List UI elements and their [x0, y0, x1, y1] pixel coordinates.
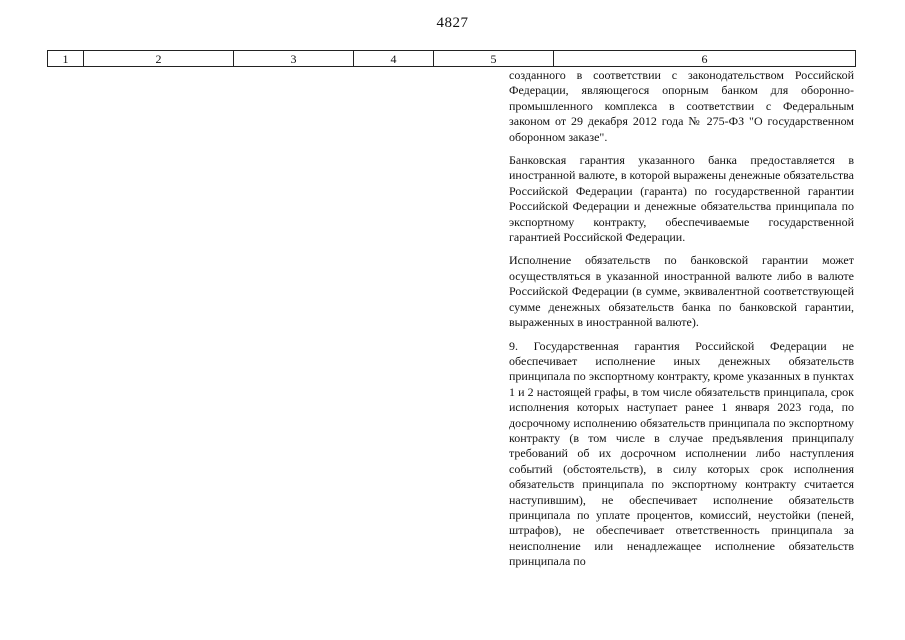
paragraph-bank-definition: созданного в соответствии с законодательством Российской Федерации, являющегося опорным банком для оборонно-промышленного комплекса в соответствии с Федеральным законом от 29 декабря 2012 года № 275-ФЗ "О государственном оборонном заказе".: [509, 68, 854, 144]
table-column-header-row: [47, 50, 856, 67]
column-number-4: 4: [354, 51, 434, 67]
paragraph-guarantee-execution: Исполнение обязательств по банковской гарантии может осуществляться в указанной иностранной валюте либо в валюте Российской Федерации (в сумме, эквивалентной соответствующей сумме денежных обязательств банка по банковской гарантии, выраженных в иностранной валюте).: [509, 253, 854, 330]
paragraph-item-9: 9. Государственная гарантия Российской Федерации не обеспечивает исполнение иных денежных обязательств принципала по экспортному контракту, кроме указанных в пунктах 1 и 2 настоящей графы, в том числе обязательств принципала, срок исполнения которых наступает ранее 1 января 2023 года, по досрочному исполнению обязательств принципала по экспортному контракту (в том числе в случае предъявления принципалу требований об их досрочном исполнении либо наступления событий (обстоятельств), в силу которых срок исполнения обязательств принципала по экспортному контракту считается наступившим), не обеспечивает исполнение обязательств принципала по уплате процентов, комиссий, неустойки (пеней, штрафов), не обеспечивает ответственность принципала за неисполнение или ненадлежащее исполнение обязательств принципала по: [509, 338, 854, 569]
paragraph-bank-guarantee-currency: Банковская гарантия указанного банка предоставляется в иностранной валюте, в которой выражены денежные обязательства Российской Федерации (гаранта) по государственной гарантии Российской Федерации и денежные обязательства принципала по экспортному контракту, обеспечиваемые государственной гарантией Российской Федерации.: [509, 153, 854, 245]
table-header-row: [48, 51, 856, 67]
column-number-1: 1: [48, 51, 84, 67]
column-number-3: 3: [234, 51, 354, 67]
column-number-2: 2: [84, 51, 234, 67]
column-number-6: 6: [554, 51, 856, 67]
column-number-5: 5: [434, 51, 554, 67]
column-6-content: [509, 68, 854, 570]
page-number: 4827: [436, 15, 469, 31]
